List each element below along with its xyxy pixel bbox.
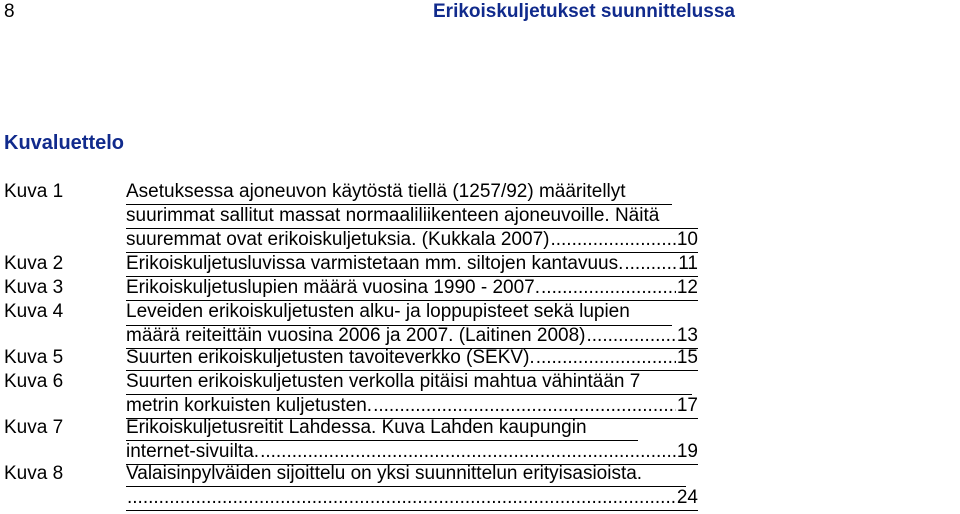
- dot-leader: [127, 486, 676, 510]
- page-ref: 17: [676, 395, 698, 416]
- dot-leader: [536, 346, 676, 370]
- caption-text: metrin korkuisten kuljetusten.: [126, 395, 373, 416]
- page-ref: 19: [676, 441, 698, 462]
- figure-label: Kuva 1: [4, 181, 64, 202]
- dot-leader: [550, 228, 675, 252]
- page-ref: 13: [676, 325, 698, 346]
- caption-text: Suurten erikoiskuljetusten tavoiteverkko (SEKV).: [126, 347, 535, 368]
- dot-leader: [260, 440, 676, 464]
- page-number: 8: [4, 1, 15, 22]
- page-ref: 11: [678, 253, 698, 274]
- figure-label: Kuva 3: [4, 277, 64, 298]
- page-ref: 10: [676, 229, 698, 250]
- dot-leader: [586, 324, 675, 348]
- figure-label: Kuva 2: [4, 253, 64, 274]
- caption-line[interactable]: Asetuksessa ajoneuvon käytöstä tiellä (1257/92) määritellyt: [126, 181, 626, 202]
- toc-entry-line[interactable]: [126, 394, 698, 418]
- caption-text: internet-sivuilta.: [126, 441, 260, 462]
- dot-leader: [541, 276, 676, 300]
- toc-entry-line[interactable]: [126, 252, 698, 276]
- caption-text: suuremmat ovat erikoiskuljetuksia. (Kukkala 2007): [126, 229, 550, 250]
- caption-line[interactable]: Valaisinpylväiden sijoittelu on yksi suunnittelun erityisasioista.: [126, 463, 643, 484]
- toc-entry-line[interactable]: [126, 346, 698, 370]
- page-ref: 24: [676, 487, 698, 508]
- caption-line[interactable]: suurimmat sallitut massat normaaliliikenteen ajoneuvoille. Näitä: [126, 205, 660, 226]
- figure-label: Kuva 5: [4, 347, 64, 368]
- caption-line[interactable]: Leveiden erikoiskuljetusten alku- ja loppupisteet sekä lupien: [126, 301, 630, 322]
- running-header: Erikoiskuljetukset suunnittelussa: [433, 1, 735, 22]
- toc-entry-line[interactable]: [126, 276, 698, 300]
- list-of-figures-title: Kuvaluettelo: [4, 132, 125, 154]
- toc-entry-line[interactable]: [126, 228, 698, 252]
- caption-text: Erikoiskuljetuslupien määrä vuosina 1990 - 2007.: [126, 277, 541, 298]
- toc-entry-line[interactable]: [126, 440, 698, 464]
- dot-leader: [624, 252, 677, 276]
- toc-entry-line[interactable]: [126, 324, 698, 348]
- figure-label: Kuva 8: [4, 463, 64, 484]
- toc-entry-line[interactable]: [126, 486, 698, 510]
- figure-label: Kuva 6: [4, 371, 64, 392]
- caption-text: määrä reiteittäin vuosina 2006 ja 2007. (Laitinen 2008): [126, 325, 586, 346]
- link-underline: [126, 510, 698, 511]
- caption-line[interactable]: Suurten erikoiskuljetusten verkolla pitäisi mahtua vähintään 7: [126, 371, 641, 392]
- caption-text: Erikoiskuljetusluvissa varmistetaan mm. siltojen kantavuus.: [126, 253, 624, 274]
- page-ref: 15: [676, 347, 698, 368]
- caption-line[interactable]: Erikoiskuljetusreitit Lahdessa. Kuva Lahden kaupungin: [126, 417, 587, 438]
- figure-label: Kuva 7: [4, 417, 64, 438]
- dot-leader: [373, 394, 676, 418]
- page-ref: 12: [676, 277, 698, 298]
- figure-label: Kuva 4: [4, 301, 64, 322]
